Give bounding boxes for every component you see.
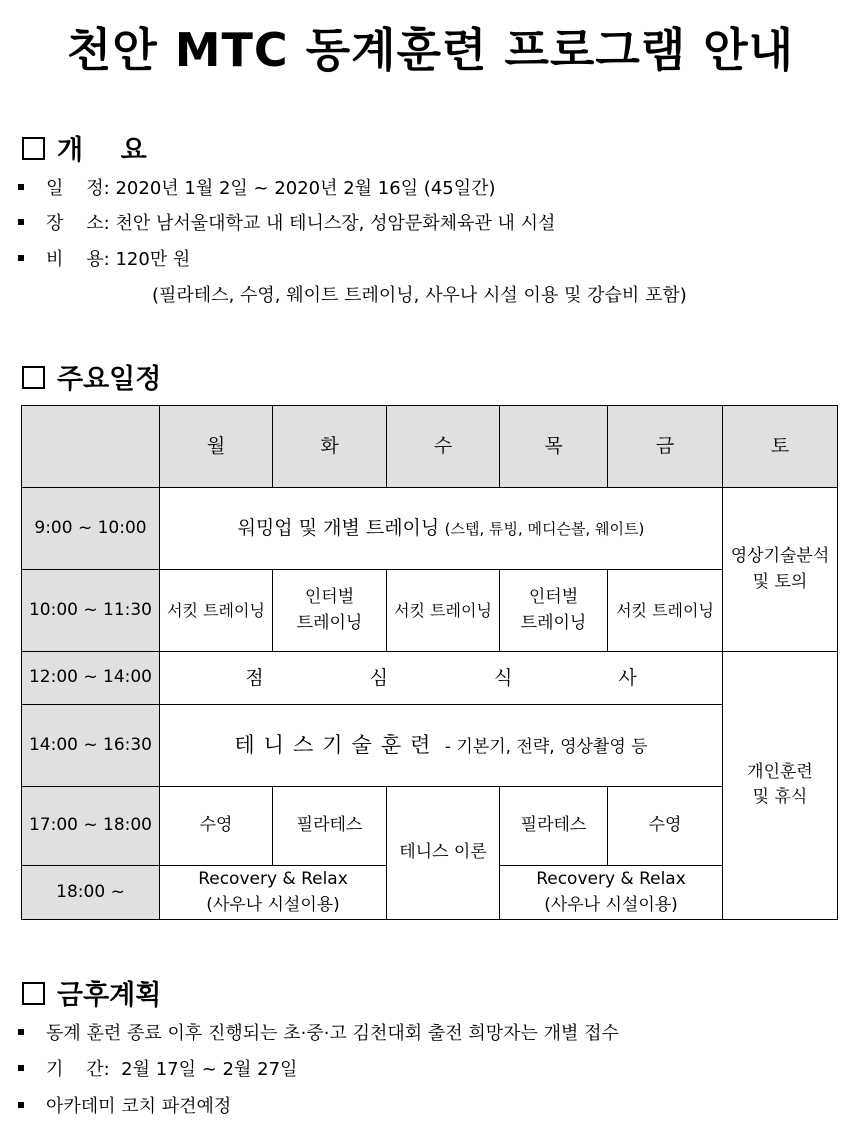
bullet-icon [18,184,24,190]
table-row [22,488,838,570]
page-title: 천안 MTC 동계훈련 프로그램 안내 [66,23,795,77]
schedule-heading: 주요일정 [22,357,161,396]
interval-cell: 인터벌 트레이닝 [273,570,387,652]
swim-cell: 수영 [160,787,273,866]
cost-note: (필라테스, 수영, 웨이트 트레이닝, 사우나 시설 이용 및 강습비 포함) [152,285,687,306]
future-heading: 금후계획 [22,973,161,1012]
day-header: 수 [387,406,500,488]
table-row [22,570,838,652]
table-row [22,652,838,705]
header-corner [22,406,160,488]
overview-item-place: 장 소: 천안 남서울대학교 내 테니스장, 성암문화체육관 내 시설 [18,209,555,235]
day-header: 월 [160,406,273,488]
recovery-cell: Recovery & Relax (사우나 시설이용) [160,866,387,920]
pilates-cell: 필라테스 [273,787,387,866]
sat-afternoon-cell: 개인훈련 및 휴식 [723,652,838,920]
sat-morning-cell: 영상기술분석 및 토의 [723,488,838,652]
circuit-cell: 서킷 트레이닝 [387,570,500,652]
time-cell: 9:00 ~ 10:00 [22,488,160,570]
future-item: 동계 훈련 종료 이후 진행되는 초·중·고 김천대회 출전 희망자는 개별 접수 [18,1019,619,1045]
circuit-cell: 서킷 트레이닝 [608,570,723,652]
theory-cell: 테니스 이론 [387,787,500,920]
overview-heading: 개 요 [22,128,147,167]
future-item: 아카데미 코치 파견예정 [18,1092,231,1118]
square-icon [22,982,45,1005]
recovery-cell: Recovery & Relax (사우나 시설이용) [500,866,723,920]
schedule-table [21,405,838,920]
lunch-cell: 점 심 식 사 [160,652,723,705]
bullet-icon [18,1102,24,1108]
time-cell: 17:00 ~ 18:00 [22,787,160,866]
time-cell: 12:00 ~ 14:00 [22,652,160,705]
interval-cell: 인터벌 트레이닝 [500,570,608,652]
bullet-icon [18,255,24,261]
table-header-row [22,406,838,488]
time-cell: 14:00 ~ 16:30 [22,705,160,787]
day-header: 금 [608,406,723,488]
bullet-icon [18,1065,24,1071]
pilates-cell: 필라테스 [500,787,608,866]
bullet-icon [18,219,24,225]
day-header: 화 [273,406,387,488]
day-header: 목 [500,406,608,488]
tennis-cell: 테니스기술훈련 - 기본기, 전략, 영상촬영 등 [160,705,723,787]
square-icon [22,137,45,160]
day-header: 토 [723,406,838,488]
swim-cell: 수영 [608,787,723,866]
table-row [22,787,838,866]
future-item: 기 간: 2월 17일 ~ 2월 27일 [18,1055,297,1081]
table-row [22,705,838,787]
bullet-icon [18,1029,24,1035]
square-icon [22,366,45,389]
warmup-cell: 워밍업 및 개별 트레이닝 (스텝, 튜빙, 메디슨볼, 웨이트) [160,488,723,570]
time-cell: 10:00 ~ 11:30 [22,570,160,652]
time-cell: 18:00 ~ [22,866,160,920]
overview-item-period: 일 정: 2020년 1월 2일 ~ 2020년 2월 16일 (45일간) [18,174,496,200]
overview-item-cost: 비 용: 120만 원 [18,245,190,271]
circuit-cell: 서킷 트레이닝 [160,570,273,652]
